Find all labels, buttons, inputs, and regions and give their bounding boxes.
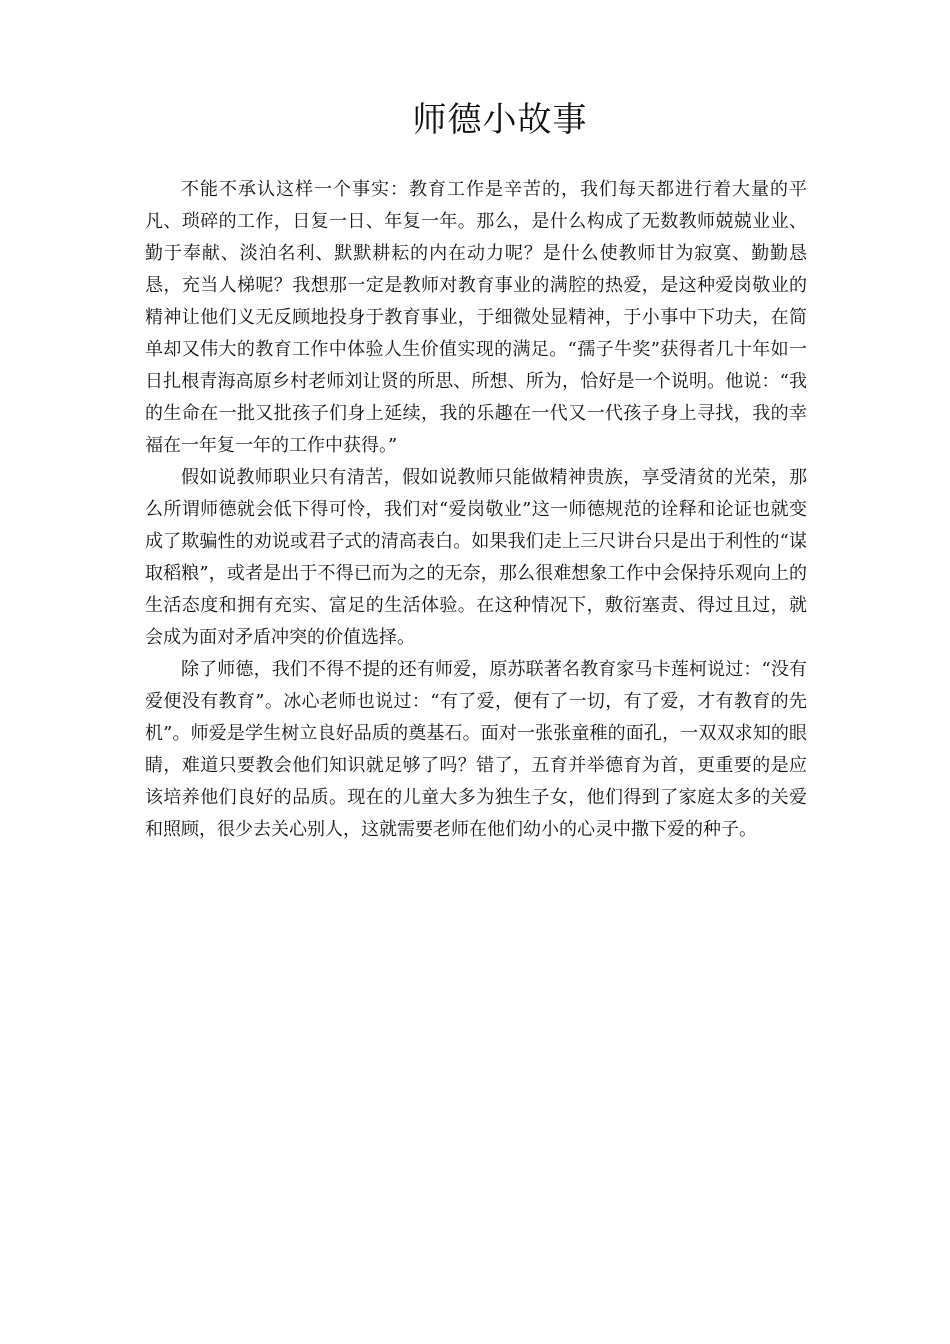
paragraph: 假如说教师职业只有清苦，假如说教师只能做精神贵族，享受清贫的光荣，那么所谓师德就会低下得可怜，我们对“爱岗敬业”这一师德规范的诠释和论证也就变成了欺骗性的劝说或君子式的清高表白。如果我们走上三尺讲台只是出于利性的“谋取稻粮”，或者是出于不得已而为之的无奈，那么很难想象工作中会保持乐观向上的生活态度和拥有充实、富足的生活体验。在这种情况下，敷衍塞责、得过且过，就会成为面对矛盾冲突的价值选择。: [145, 467, 807, 648]
paragraph: 除了师德，我们不得不提的还有师爱，原苏联著名教育家马卡莲柯说过：“没有爱便没有教育”。冰心老师也说过：“有了爱，便有了一切，有了爱，才有教育的先机”。师爱是学生树立良好品质的奠基石。面对一张张童稚的面孔，一双双求知的眼睛，难道只要教会他们知识就足够了吗？错了，五育并举德育为首，更重要的是应该培养他们良好的品质。现在的儿童大多为独生子女，他们得到了家庭太多的关爱和照顾，很少去关心别人，这就需要老师在他们幼小的心灵中撒下爱的种子。: [145, 659, 807, 840]
paragraph: 不能不承认这样一个事实：教育工作是辛苦的，我们每天都进行着大量的平凡、琐碎的工作，日复一日、年复一年。那么，是什么构成了无数教师兢兢业业、勤于奉献、淡泊名利、默默耕耘的内在动力呢？是什么使教师甘为寂寞、勤勤恳恳，充当人梯呢？我想那一定是教师对教育事业的满腔的热爱，是这种爱岗敬业的精神让他们义无反顾地投身于教育事业，于细微处显精神，于小事中下功夫，在简单却又伟大的教育工作中体验人生价值实现的满足。“孺子牛奖”获得者几十年如一日扎根青海高原乡村老师刘让贤的所思、所想、所为，恰好是一个说明。他说：“我的生命在一批又批孩子们身上延续，我的乐趣在一代又一代孩子身上寻找，我的幸福在一年复一年的工作中获得。”: [145, 179, 807, 456]
document-title: 师德小故事: [412, 100, 588, 140]
document-body: [145, 174, 807, 846]
